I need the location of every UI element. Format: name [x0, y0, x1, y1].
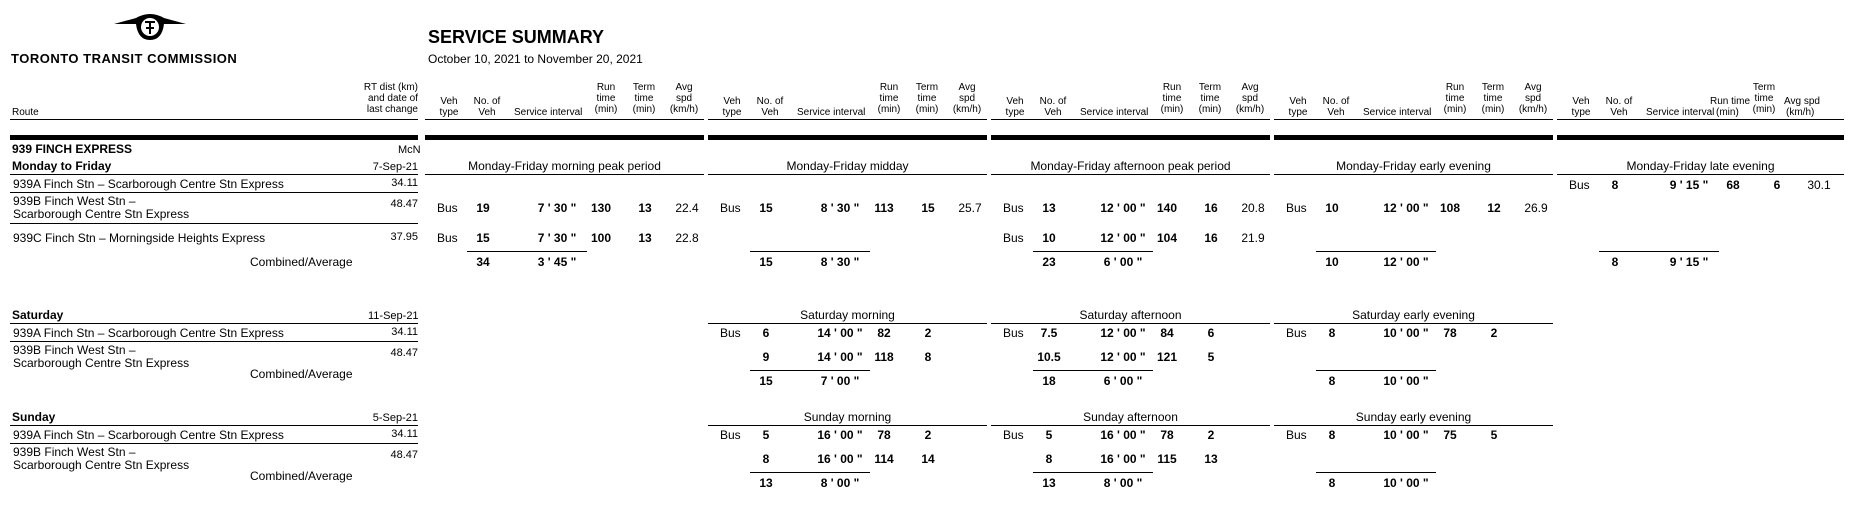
term-time: 5: [1207, 350, 1215, 364]
term-time-header-line: (min): [915, 104, 939, 115]
run-time: 104: [1156, 231, 1178, 245]
avg-spd-header: [667, 82, 701, 115]
route-variant-name: 939A Finch Stn – Scarborough Centre Stn Express: [13, 326, 284, 340]
run-time-header: [591, 82, 621, 115]
veh-type-header-line: Veh: [440, 96, 458, 107]
term-time: 15: [921, 201, 935, 215]
row-rule: [10, 341, 418, 342]
term-time-header-line: (min): [632, 104, 656, 115]
combined-interval: 8 ' 00 ": [820, 476, 860, 490]
route-variant-name-cont: Scarborough Centre Stn Express: [13, 207, 190, 221]
header-underline: [425, 119, 704, 120]
no-veh: 7.5: [1040, 326, 1058, 340]
veh-type-header: [1283, 96, 1313, 118]
run-time-header: [1440, 82, 1470, 115]
veh-type: Bus: [1286, 201, 1307, 215]
no-veh: 8: [762, 452, 770, 466]
no-veh-header-line: No. of: [1322, 96, 1350, 107]
veh-type-header-line: type: [1288, 107, 1308, 118]
period-label: Saturday early evening: [1352, 308, 1475, 322]
veh-type-header-line: Veh: [1572, 96, 1590, 107]
no-veh: 8: [1611, 178, 1619, 192]
run-time: 84: [1160, 326, 1174, 340]
avg-spd: 21.9: [1241, 231, 1265, 245]
run-time: 82: [877, 326, 891, 340]
avg-spd: 22.4: [675, 201, 699, 215]
service-interval: 16 ' 00 ": [817, 428, 863, 442]
term-time-header-line: (min): [1481, 104, 1505, 115]
combined-veh: 13: [759, 476, 773, 490]
term-time-header-line: time: [1754, 93, 1774, 104]
veh-type: Bus: [437, 231, 458, 245]
section-date: 11-Sep-21: [368, 310, 419, 322]
veh-type: Bus: [1003, 326, 1024, 340]
no-veh: 9: [762, 350, 770, 364]
avg-spd-header-line: (km/h): [1235, 104, 1265, 115]
division-code: McN: [398, 144, 421, 156]
avg-spd-header-line: spd: [675, 93, 693, 104]
combined-interval: 10 ' 00 ": [1383, 476, 1429, 490]
run-time-header-line: Run: [1445, 82, 1465, 93]
run-time: 100: [590, 231, 612, 245]
thick-rule: [991, 135, 1270, 140]
route-variant-name: 939B Finch West Stn –: [13, 445, 136, 459]
veh-type-header: [1566, 96, 1596, 118]
term-time: 6: [1207, 326, 1215, 340]
avg-spd-header-line: Avg: [1241, 82, 1259, 93]
period-label: Monday-Friday morning peak period: [468, 159, 661, 173]
rt-dist: 48.47: [390, 449, 418, 461]
header-underline: [1274, 119, 1553, 120]
avg-spd-unit: (km/h): [1786, 107, 1815, 118]
service-interval: 16 ' 00 ": [1100, 428, 1146, 442]
route-variant-name: 939C Finch Stn – Morningside Heights Express: [13, 231, 266, 245]
no-veh: 10: [1042, 231, 1056, 245]
no-veh: 5: [1045, 428, 1053, 442]
term-time-header: [1478, 82, 1508, 115]
veh-type: Bus: [720, 201, 741, 215]
no-veh: 15: [476, 231, 490, 245]
run-time: 114: [874, 452, 894, 466]
run-time-header-line: time: [879, 93, 899, 104]
term-time-header: [1195, 82, 1225, 115]
brand-name: TORONTO TRANSIT COMMISSION: [11, 51, 238, 66]
date-range: October 10, 2021 to November 20, 2021: [428, 52, 643, 66]
combined-interval: 8 ' 30 ": [820, 255, 860, 269]
no-veh-header-line: Veh: [1610, 107, 1628, 118]
avg-spd-header-line: spd: [958, 93, 976, 104]
combined-interval: 7 ' 00 ": [820, 374, 860, 388]
run-time: 75: [1443, 428, 1457, 442]
no-veh-header-line: Veh: [1327, 107, 1345, 118]
combined-rule: [1033, 472, 1153, 473]
no-veh-header-line: No. of: [473, 96, 501, 107]
thick-rule: [1274, 135, 1553, 140]
combined-veh: 23: [1042, 255, 1056, 269]
avg-spd: 22.8: [675, 231, 699, 245]
avg-spd: 25.7: [958, 201, 982, 215]
term-time-header-line: (min): [1198, 104, 1222, 115]
term-time: 8: [924, 350, 932, 364]
avg-spd-header-line: (km/h): [1518, 104, 1548, 115]
service-interval-header: Service interval: [1363, 107, 1432, 118]
row-rule: [10, 223, 418, 224]
thick-rule: [10, 135, 418, 140]
veh-type-header-line: type: [439, 107, 459, 118]
period-underline: [1274, 174, 1553, 175]
run-time-header-line: (min): [594, 104, 618, 115]
run-time-header-line: time: [596, 93, 616, 104]
section-underline: [10, 425, 418, 426]
veh-type-header-line: Veh: [723, 96, 741, 107]
avg-spd-header-line: spd: [1524, 93, 1542, 104]
term-time-header-line: Term: [1481, 82, 1505, 93]
rt-dist: 34.11: [391, 177, 418, 189]
rt-dist-header-line: and date of: [367, 93, 418, 104]
service-interval: 8 ' 30 ": [820, 201, 860, 215]
section-underline: [10, 174, 418, 175]
term-time: 16: [1204, 231, 1218, 245]
combined-veh: 8: [1328, 374, 1336, 388]
combined-rule: [1599, 251, 1719, 252]
service-interval: 12 ' 00 ": [1383, 201, 1429, 215]
combined-rule: [1316, 251, 1436, 252]
run-time-header-line: time: [1445, 93, 1465, 104]
route-variant-name-cont: Scarborough Centre Stn Express: [13, 458, 190, 472]
no-veh-header-line: Veh: [478, 107, 496, 118]
term-time-header-line: Term: [915, 82, 939, 93]
run-time: 130: [590, 201, 612, 215]
row-rule: [10, 443, 418, 444]
period-underline: [708, 425, 987, 426]
combined-veh: 15: [759, 255, 773, 269]
avg-spd: 30.1: [1807, 178, 1831, 192]
term-time: 2: [924, 428, 932, 442]
term-time-header-line: time: [1200, 93, 1220, 104]
veh-type-header: [1000, 96, 1030, 118]
veh-type-header-line: type: [722, 107, 742, 118]
section-label: Sunday: [12, 410, 56, 424]
no-veh: 8: [1045, 452, 1053, 466]
avg-spd-header-line: Avg: [1524, 82, 1542, 93]
combined-rule: [750, 472, 870, 473]
no-veh-header-line: Veh: [761, 107, 779, 118]
combined-veh: 13: [1042, 476, 1056, 490]
rt-dist: 48.47: [390, 198, 418, 210]
period-label: Monday-Friday midday: [786, 159, 909, 173]
no-veh: 13: [1042, 201, 1056, 215]
combined-rule: [750, 251, 870, 252]
avg-spd-header: [1516, 82, 1550, 115]
veh-type-header-line: Veh: [1006, 96, 1024, 107]
combined-rule: [1033, 370, 1153, 371]
period-label: Sunday early evening: [1355, 410, 1472, 424]
route-variant-name: 939B Finch West Stn –: [13, 194, 136, 208]
term-time: 2: [924, 326, 932, 340]
service-interval: 9 ' 15 ": [1669, 178, 1709, 192]
combined-rule: [750, 370, 870, 371]
veh-type: Bus: [1569, 178, 1590, 192]
section-label: Monday to Friday: [12, 159, 112, 173]
run-time-header-line: time: [1162, 93, 1182, 104]
veh-type: Bus: [1003, 428, 1024, 442]
combined-rule: [467, 251, 587, 252]
header-underline: [708, 119, 987, 120]
period-underline: [1274, 425, 1553, 426]
header-underline: [10, 119, 418, 120]
section-date: 5-Sep-21: [372, 412, 418, 424]
veh-type: Bus: [1003, 231, 1024, 245]
combined-rule: [1316, 370, 1436, 371]
term-time: 2: [1490, 326, 1498, 340]
service-interval: 12 ' 00 ": [1100, 350, 1146, 364]
avg-spd-header: [950, 82, 984, 115]
no-veh-header: [752, 96, 788, 118]
section-date: 7-Sep-21: [372, 161, 418, 173]
combined-veh: 8: [1611, 255, 1619, 269]
term-time: 14: [921, 452, 935, 466]
no-veh: 15: [759, 201, 773, 215]
no-veh-header-line: Veh: [1044, 107, 1062, 118]
term-time-header-line: Term: [1752, 82, 1776, 93]
combined-label: Combined/Average: [250, 255, 353, 269]
run-time-header: [1157, 82, 1187, 115]
rt-dist: 48.47: [390, 347, 418, 359]
run-time-header: [874, 82, 904, 115]
period-underline: [708, 323, 987, 324]
service-interval: 16 ' 00 ": [817, 452, 863, 466]
veh-type: Bus: [1286, 326, 1307, 340]
no-veh-header: [469, 96, 505, 118]
avg-spd: 26.9: [1524, 201, 1548, 215]
period-underline: [1274, 323, 1553, 324]
no-veh-header: [1601, 96, 1637, 118]
veh-type: Bus: [1003, 201, 1024, 215]
no-veh-header-line: No. of: [1039, 96, 1067, 107]
term-time: 13: [1204, 452, 1218, 466]
avg-spd-header: Avg spd: [1784, 96, 1820, 107]
ttc-logo: [112, 12, 188, 42]
term-time-header: [1749, 82, 1779, 115]
combined-interval: 9 ' 15 ": [1669, 255, 1709, 269]
veh-type-header-line: type: [1005, 107, 1025, 118]
veh-type-header: [717, 96, 747, 118]
service-interval: 7 ' 30 ": [537, 231, 577, 245]
term-time: 12: [1487, 201, 1501, 215]
run-time-header-line: Run: [1162, 82, 1182, 93]
combined-interval: 10 ' 00 ": [1383, 374, 1429, 388]
run-time: 115: [1157, 452, 1177, 466]
service-interval: 14 ' 00 ": [817, 350, 863, 364]
run-time: 121: [1156, 350, 1178, 364]
service-interval-header: Service interval: [1080, 107, 1149, 118]
no-veh: 10.5: [1037, 350, 1061, 364]
no-veh: 5: [762, 428, 770, 442]
term-time-header: [629, 82, 659, 115]
combined-interval: 3 ' 45 ": [537, 255, 577, 269]
service-interval: 16 ' 00 ": [1100, 452, 1146, 466]
combined-veh: 8: [1328, 476, 1336, 490]
period-label: Monday-Friday early evening: [1336, 159, 1491, 173]
rt-dist: 37.95: [390, 231, 418, 243]
term-time-header-line: Term: [1198, 82, 1222, 93]
term-time-header-line: time: [917, 93, 937, 104]
run-time-header-line: (min): [1160, 104, 1184, 115]
rt-dist: 34.11: [391, 428, 418, 440]
veh-type-header: [434, 96, 464, 118]
rt-dist-header: [330, 82, 418, 115]
combined-label: Combined/Average: [250, 469, 353, 483]
combined-interval: 6 ' 00 ": [1103, 374, 1143, 388]
combined-interval: 8 ' 00 ": [1103, 476, 1143, 490]
route-header: Route: [12, 107, 39, 118]
section-underline: [10, 323, 418, 324]
run-time: 140: [1156, 201, 1178, 215]
combined-interval: 6 ' 00 ": [1103, 255, 1143, 269]
period-underline: [1557, 174, 1844, 175]
combined-veh: 15: [759, 374, 773, 388]
no-veh: 19: [476, 201, 490, 215]
service-interval: 7 ' 30 ": [537, 201, 577, 215]
avg-spd-header-line: Avg: [675, 82, 693, 93]
combined-label: Combined/Average: [250, 367, 353, 381]
run-time-unit: (min): [1716, 107, 1739, 118]
run-time: 68: [1726, 178, 1740, 192]
period-underline: [991, 174, 1270, 175]
avg-spd: 20.8: [1241, 201, 1265, 215]
run-time: 108: [1439, 201, 1461, 215]
no-veh-header: [1035, 96, 1071, 118]
service-interval: 14 ' 00 ": [817, 326, 863, 340]
combined-rule: [1033, 251, 1153, 252]
term-time-header-line: time: [634, 93, 654, 104]
period-label: Saturday afternoon: [1079, 308, 1182, 322]
run-time-header: Run time: [1710, 96, 1751, 107]
period-label: Monday-Friday afternoon peak period: [1030, 159, 1231, 173]
thick-rule: [708, 135, 987, 140]
rt-dist-header-line: last change: [366, 104, 418, 115]
route-variant-name: 939A Finch Stn – Scarborough Centre Stn Express: [13, 428, 284, 442]
row-rule: [10, 192, 418, 193]
service-interval: 10 ' 00 ": [1383, 428, 1429, 442]
run-time: 78: [1443, 326, 1457, 340]
veh-type-header-line: Veh: [1289, 96, 1307, 107]
service-interval: 12 ' 00 ": [1100, 326, 1146, 340]
period-label: Sunday afternoon: [1083, 410, 1178, 424]
page-title: SERVICE SUMMARY: [428, 27, 605, 47]
avg-spd-header-line: (km/h): [669, 104, 699, 115]
route-variant-name: 939B Finch West Stn –: [13, 343, 136, 357]
combined-interval: 12 ' 00 ": [1383, 255, 1429, 269]
avg-spd-header-line: spd: [1241, 93, 1259, 104]
avg-spd-header-line: (km/h): [952, 104, 982, 115]
no-veh-header: [1318, 96, 1354, 118]
veh-type: Bus: [720, 326, 741, 340]
term-time-header-line: time: [1483, 93, 1503, 104]
term-time: 2: [1207, 428, 1215, 442]
run-time-header-line: (min): [1443, 104, 1467, 115]
term-time-header-line: Term: [632, 82, 656, 93]
service-interval: 10 ' 00 ": [1383, 326, 1429, 340]
veh-type: Bus: [1286, 428, 1307, 442]
term-time: 13: [638, 231, 652, 245]
veh-type-header-line: type: [1571, 107, 1591, 118]
thick-rule: [425, 135, 704, 140]
avg-spd-header-line: Avg: [958, 82, 976, 93]
period-label: Saturday morning: [800, 308, 895, 322]
run-time: 78: [1160, 428, 1174, 442]
run-time-header-line: Run: [879, 82, 899, 93]
term-time: 16: [1204, 201, 1218, 215]
section-label: Saturday: [12, 308, 64, 322]
period-underline: [425, 174, 704, 175]
combined-rule: [1316, 472, 1436, 473]
avg-spd-header: [1233, 82, 1267, 115]
period-underline: [991, 323, 1270, 324]
thick-rule: [1557, 135, 1844, 140]
combined-veh: 34: [476, 255, 490, 269]
run-time: 118: [874, 350, 894, 364]
rt-dist-header-line: RT dist (km): [363, 82, 418, 93]
header-underline: [991, 119, 1270, 120]
no-veh-header-line: No. of: [1605, 96, 1633, 107]
no-veh: 10: [1325, 201, 1339, 215]
no-veh-header-line: No. of: [756, 96, 784, 107]
term-time-header-line: (min): [1752, 104, 1776, 115]
route-variant-name-cont: Scarborough Centre Stn Express: [13, 356, 190, 370]
route-variant-name: 939A Finch Stn – Scarborough Centre Stn Express: [13, 177, 284, 191]
term-time-header: [912, 82, 942, 115]
header-underline: [1557, 119, 1844, 120]
service-interval-header: Service interval: [514, 107, 583, 118]
period-label: Monday-Friday late evening: [1626, 159, 1775, 173]
period-label: Sunday morning: [803, 410, 892, 424]
rt-dist: 34.11: [391, 326, 418, 338]
run-time-header-line: (min): [877, 104, 901, 115]
service-interval-header: Service interval: [797, 107, 866, 118]
period-underline: [708, 174, 987, 175]
veh-type: Bus: [720, 428, 741, 442]
no-veh: 8: [1328, 428, 1336, 442]
ttc-logo-icon: [112, 12, 188, 42]
run-time: 113: [874, 201, 894, 215]
term-time: 13: [638, 201, 652, 215]
run-time-header-line: Run: [596, 82, 616, 93]
service-interval-header: Service interval: [1646, 107, 1715, 118]
term-time: 6: [1773, 178, 1781, 192]
no-veh: 8: [1328, 326, 1336, 340]
period-underline: [991, 425, 1270, 426]
no-veh: 6: [762, 326, 770, 340]
service-interval: 12 ' 00 ": [1100, 201, 1146, 215]
veh-type: Bus: [437, 201, 458, 215]
route-name: 939 FINCH EXPRESS: [12, 142, 133, 156]
term-time: 5: [1490, 428, 1498, 442]
combined-veh: 18: [1042, 374, 1056, 388]
service-interval: 12 ' 00 ": [1100, 231, 1146, 245]
combined-veh: 10: [1325, 255, 1339, 269]
run-time: 78: [877, 428, 891, 442]
